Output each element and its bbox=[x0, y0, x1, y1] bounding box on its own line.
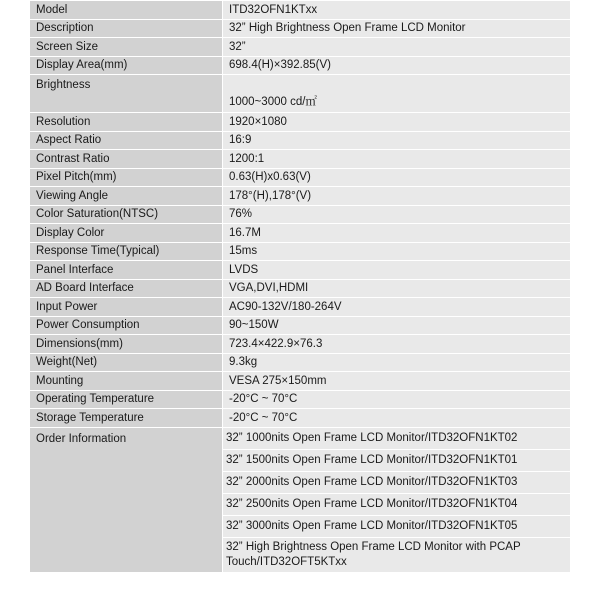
spec-value: VESA 275×150mm bbox=[223, 372, 571, 391]
spec-value: 178°(H),178°(V) bbox=[223, 187, 571, 206]
table-row bbox=[30, 372, 571, 391]
spec-value: 1200:1 bbox=[223, 150, 571, 169]
order-information-label: Order Information bbox=[30, 427, 223, 572]
spec-label: Color Saturation(NTSC) bbox=[30, 205, 223, 224]
spec-label: Weight(Net) bbox=[30, 353, 223, 372]
spec-value: 32” High Brightness Open Frame LCD Monitor bbox=[223, 19, 571, 38]
spec-label: Mounting bbox=[30, 372, 223, 391]
spec-label: Screen Size bbox=[30, 38, 223, 57]
table-row bbox=[30, 279, 571, 298]
spec-label: Display Area(mm) bbox=[30, 56, 223, 75]
spec-value: 1920×1080 bbox=[223, 113, 571, 132]
spec-value: 723.4×422.9×76.3 bbox=[223, 335, 571, 354]
table-row bbox=[30, 56, 571, 75]
table-row bbox=[30, 205, 571, 224]
spec-value: LVDS bbox=[223, 261, 571, 280]
table-row bbox=[30, 242, 571, 261]
order-item: 32” 3000nits Open Frame LCD Monitor/ITD32OFN1KT05 bbox=[223, 515, 571, 537]
table-row bbox=[30, 113, 571, 132]
table-row bbox=[30, 75, 571, 113]
table-row bbox=[30, 298, 571, 317]
order-item: 32” 1000nits Open Frame LCD Monitor/ITD32OFN1KT02 bbox=[223, 427, 571, 449]
spec-table bbox=[29, 0, 571, 573]
table-row bbox=[30, 224, 571, 243]
spec-label: Response Time(Typical) bbox=[30, 242, 223, 261]
spec-value: 76% bbox=[223, 205, 571, 224]
spec-label: Contrast Ratio bbox=[30, 150, 223, 169]
spec-value: 90~150W bbox=[223, 316, 571, 335]
spec-label: Brightness bbox=[30, 75, 223, 113]
spec-value: 1000~3000 cd/㎡ bbox=[223, 75, 571, 113]
spec-label: Resolution bbox=[30, 113, 223, 132]
spec-value: -20°C ~ 70°C bbox=[223, 409, 571, 428]
spec-label: Aspect Ratio bbox=[30, 131, 223, 150]
spec-value: ITD32OFN1KTxx bbox=[223, 1, 571, 20]
spec-value: 9.3kg bbox=[223, 353, 571, 372]
order-item: 32” 2000nits Open Frame LCD Monitor/ITD32OFN1KT03 bbox=[223, 471, 571, 493]
order-item: 32” High Brightness Open Frame LCD Monitor with PCAP Touch/ITD32OFT5KTxx bbox=[223, 537, 571, 572]
table-row bbox=[30, 316, 571, 335]
table-row bbox=[30, 150, 571, 169]
spec-label: AD Board Interface bbox=[30, 279, 223, 298]
spec-label: Storage Temperature bbox=[30, 409, 223, 428]
spec-label: Dimensions(mm) bbox=[30, 335, 223, 354]
table-row bbox=[30, 131, 571, 150]
table-row bbox=[30, 390, 571, 409]
spec-value: 698.4(H)×392.85(V) bbox=[223, 56, 571, 75]
spec-label: Power Consumption bbox=[30, 316, 223, 335]
table-row bbox=[30, 187, 571, 206]
spec-label: Panel Interface bbox=[30, 261, 223, 280]
table-row bbox=[30, 409, 571, 428]
table-row bbox=[30, 1, 571, 20]
spec-label: Display Color bbox=[30, 224, 223, 243]
order-item: 32” 1500nits Open Frame LCD Monitor/ITD32OFN1KT01 bbox=[223, 449, 571, 471]
table-row bbox=[30, 335, 571, 354]
table-row bbox=[30, 19, 571, 38]
spec-label: Viewing Angle bbox=[30, 187, 223, 206]
spec-value: 0.63(H)x0.63(V) bbox=[223, 168, 571, 187]
spec-value: 16:9 bbox=[223, 131, 571, 150]
spec-value: 32” bbox=[223, 38, 571, 57]
spec-value: -20°C ~ 70°C bbox=[223, 390, 571, 409]
spec-label: Input Power bbox=[30, 298, 223, 317]
table-row bbox=[30, 168, 571, 187]
order-row bbox=[30, 427, 571, 449]
spec-label: Model bbox=[30, 1, 223, 20]
spec-label: Pixel Pitch(mm) bbox=[30, 168, 223, 187]
table-row bbox=[30, 353, 571, 372]
spec-value: 16.7M bbox=[223, 224, 571, 243]
table-row bbox=[30, 38, 571, 57]
spec-label: Operating Temperature bbox=[30, 390, 223, 409]
table-row bbox=[30, 261, 571, 280]
spec-value: VGA,DVI,HDMI bbox=[223, 279, 571, 298]
spec-value: 15ms bbox=[223, 242, 571, 261]
spec-value: AC90-132V/180-264V bbox=[223, 298, 571, 317]
order-item: 32” 2500nits Open Frame LCD Monitor/ITD32OFN1KT04 bbox=[223, 493, 571, 515]
spec-label: Description bbox=[30, 19, 223, 38]
